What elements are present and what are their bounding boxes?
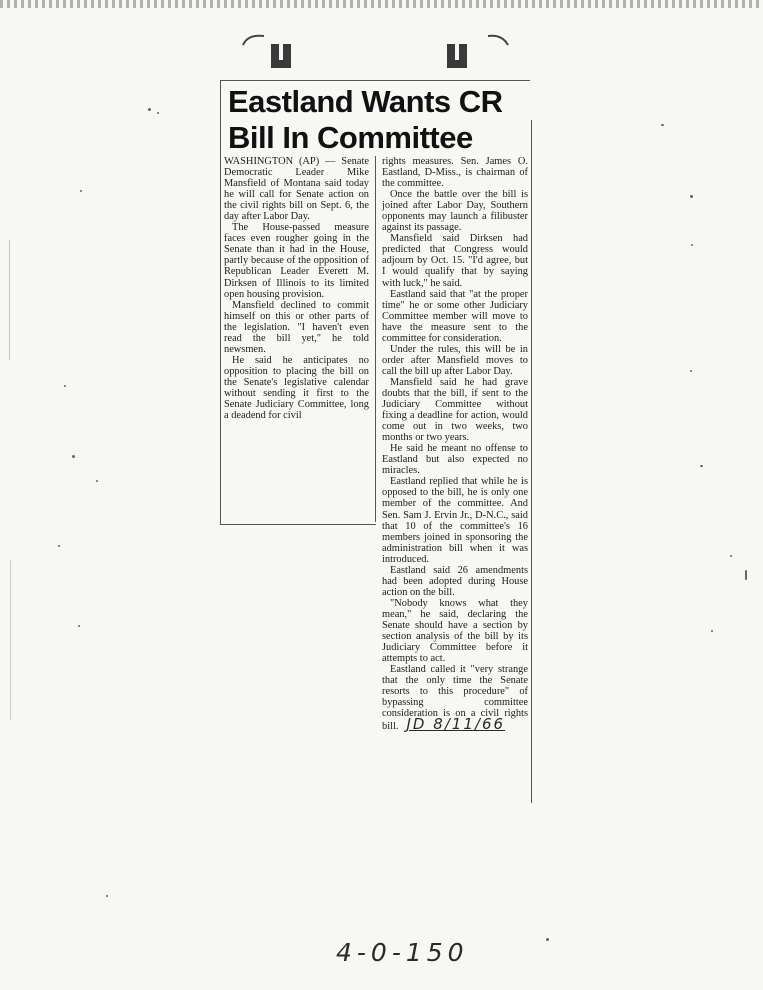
scan-speck xyxy=(691,244,693,246)
paper-fold-arc-left xyxy=(242,32,266,46)
article-closing-text: Eastland called it "very strange that the only time the Senate resorts to this procedure" of bypassing committee consideration is on a civil rights bill. xyxy=(382,664,528,733)
article-column-1 xyxy=(224,156,369,524)
scan-edge-perforation xyxy=(0,0,763,8)
clipping-step-border xyxy=(220,524,376,525)
scan-speck xyxy=(80,190,82,192)
article-paragraph: He said he anticipates no opposition to placing the bill on the Senate's legislative calendar without sending it first to the Senate Judiciary Committee, long a deadend for civil xyxy=(224,354,369,422)
clipping-right-border xyxy=(531,120,532,803)
article-column-2 xyxy=(382,156,528,732)
binder-hole-mark-left xyxy=(268,38,294,68)
scan-speck xyxy=(700,465,703,467)
news-clipping xyxy=(220,80,532,805)
paper-fold-arc-right xyxy=(486,32,510,46)
article-headline: Eastland Wants CR Bill In Committee xyxy=(228,84,503,155)
handwritten-page-code: 4-0-150 xyxy=(336,938,469,967)
article-paragraph: rights measures. Sen. James O. Eastland, D-Miss., is chairman of the committee. xyxy=(382,156,528,190)
article-paragraph: Mansfield declined to commit himself on this or other parts of the legislation. "I haven't even read the bill yet," he told newsmen. xyxy=(224,299,369,355)
binder-hole-mark-right xyxy=(444,38,470,68)
scan-speck xyxy=(148,108,151,111)
article-paragraph: The House-passed measure faces even rougher going in the Senate than it had in the House, partly because of the opposition of Republican Leader Everett M. Dirksen of Illinois to its limited open housing provision. xyxy=(224,222,369,300)
article-paragraph xyxy=(382,664,528,732)
article-paragraph: Eastland said that "at the proper time" he or some other Judiciary Committee member will move to have the measure sent to the committee for consideration. xyxy=(382,288,528,344)
scan-speck xyxy=(64,385,66,387)
article-paragraph: He said he meant no offense to Eastland but also expected no miracles. xyxy=(382,443,528,477)
scan-speck xyxy=(72,455,75,458)
scan-speck xyxy=(711,630,713,632)
scan-speck xyxy=(10,560,11,720)
article-paragraph: "Nobody knows what they mean," he said, declaring the Senate should have a section by section analysis of the bill by its Judiciary Committee before it attempts to act. xyxy=(382,597,528,665)
article-paragraph: Mansfield said Dirksen had predicted that Congress would adjourn by Oct. 15. "I'd agree, but I would qualify that by saying with luck," he said. xyxy=(382,233,528,289)
article-paragraph: Eastland replied that while he is opposed to the bill, he is only one member of the committee. And Sen. Sam J. Ervin Jr., D-N.C., said that 10 of the committee's 16 members joined in sponsoring the administration bill when it was introduced. xyxy=(382,476,528,565)
scan-speck xyxy=(690,370,692,372)
scan-speck xyxy=(730,555,732,557)
scan-speck xyxy=(58,545,60,547)
article-paragraph: Eastland said 26 amendments had been adopted during House action on the bill. xyxy=(382,564,528,598)
handwritten-date-note: JD 8/11/66 xyxy=(406,715,506,734)
scan-speck xyxy=(690,195,693,198)
scan-speck xyxy=(157,112,159,114)
article-paragraph: Under the rules, this will be in order after Mansfield moves to call the bill up after Labor Day. xyxy=(382,343,528,377)
scan-speck xyxy=(106,895,108,897)
scan-speck xyxy=(745,570,747,580)
article-paragraph: WASHINGTON (AP) — Senate Democratic Leader Mike Mansfield of Montana said today he will call for Senate action on the civil rights bill on Sept. 6, the day after Labor Day. xyxy=(224,156,369,223)
scan-speck xyxy=(78,625,80,627)
scan-speck xyxy=(546,938,549,941)
article-paragraph: Mansfield said he had grave doubts that the bill, if sent to the Judiciary Committee without fixing a deadline for action, would come out in two weeks, two months or two years. xyxy=(382,376,528,444)
scan-speck xyxy=(96,480,98,482)
clipping-top-border xyxy=(220,80,530,81)
scan-speck xyxy=(661,124,664,126)
article-paragraph: Once the battle over the bill is joined after Labor Day, Southern opponents may launch a filibuster against its passage. xyxy=(382,189,528,234)
clipping-left-border xyxy=(220,80,221,524)
scan-speck xyxy=(9,240,10,360)
column-divider xyxy=(375,156,376,522)
